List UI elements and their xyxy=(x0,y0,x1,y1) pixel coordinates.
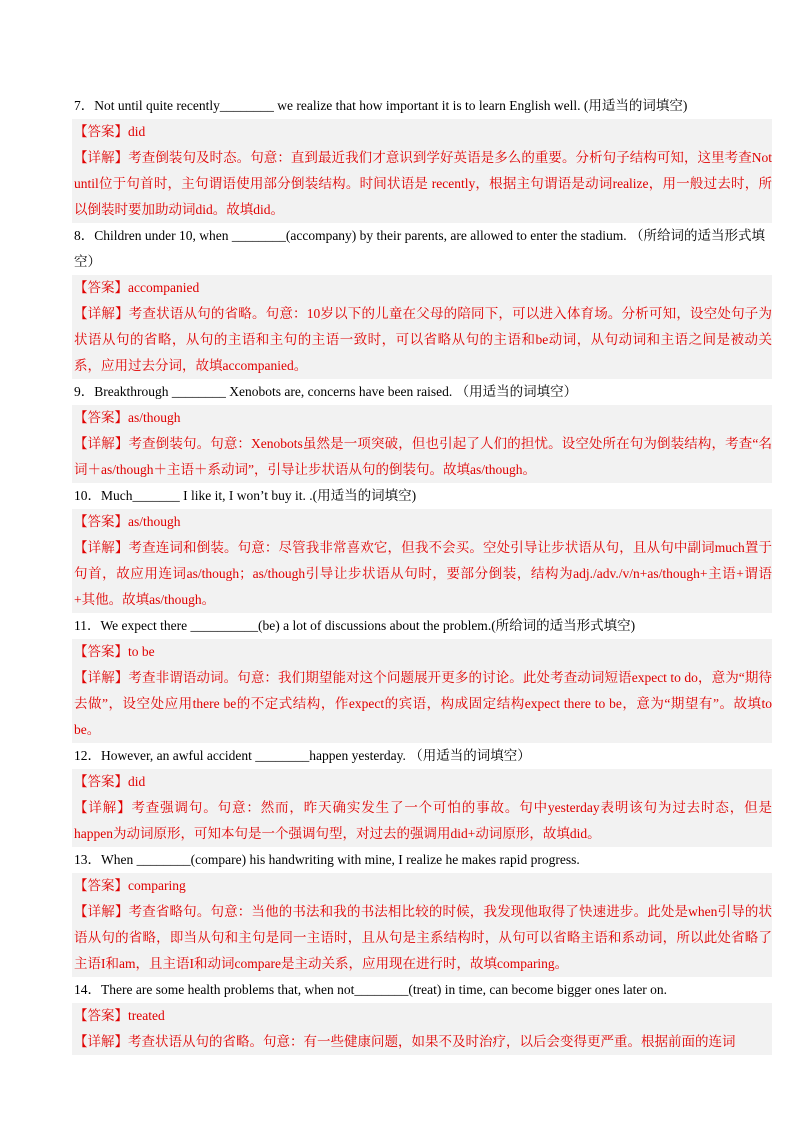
answer-block xyxy=(72,873,772,977)
answer-text: 【答案】as/though xyxy=(74,514,181,529)
answer-text: 【答案】did xyxy=(74,124,146,139)
answer-block xyxy=(72,639,772,743)
exercise-item xyxy=(72,379,772,483)
answer-text: 【答案】accompanied xyxy=(74,280,200,295)
answer-block xyxy=(72,405,772,483)
exercise-item xyxy=(72,93,772,223)
exercise-item xyxy=(72,223,772,379)
exercise-item xyxy=(72,613,772,743)
question-text: 9．Breakthrough ________ Xenobots are, concerns have been raised. （用适当的词填空） xyxy=(74,384,578,399)
exercise-item xyxy=(72,977,772,1055)
detail-text: 【详解】考查倒装句。句意：Xenobots虽然是一项突破，但也引起了人们的担忧。设空处所在句为倒装结构，考查“名词＋as/though＋主语＋系动词”，引导让步状语从句的倒装句。故填as/though。 xyxy=(74,436,772,477)
detail-text: 【详解】考查省略句。句意：当他的书法和我的书法相比较的时候，我发现他取得了快速进步。此处是when引导的状语从句的省略，即当从句和主句是同一主语时，且从句是主系结构时，从句可以省略主语和系动词，所以此处省略了主语I和am，且主语I和动词compare是主动关系，应用现在进行时，故填comparing。 xyxy=(74,904,772,971)
detail-text: 【详解】考查强调句。句意：然而，昨天确实发生了一个可怕的事故。句中yesterday表明该句为过去时态，但是happen为动词原形，可知本句是一个强调句型，对过去的强调用did+动词原形，故填did。 xyxy=(74,800,772,841)
exercise-list xyxy=(72,93,772,1055)
question-text: 8．Children under 10, when ________(accompany) by their parents, are allowed to enter the stadium. （所给词的适当形式填空） xyxy=(74,228,765,269)
answer-block xyxy=(72,509,772,613)
answer-block xyxy=(72,1003,772,1055)
detail-text: 【详解】考查连词和倒装。句意：尽管我非常喜欢它，但我不会买。空处引导让步状语从句，且从句中副词much置于句首，故应用连词as/though；as/though引导让步状语从句时，要部分倒装，结构为adj./adv./v/n+as/though+主语+谓语+其他。故填as/though。 xyxy=(74,540,772,607)
answer-text: 【答案】comparing xyxy=(74,878,186,893)
answer-text: 【答案】as/though xyxy=(74,410,181,425)
exercise-item xyxy=(72,743,772,847)
question-text: 12．However, an awful accident ________happen yesterday. （用适当的词填空） xyxy=(74,748,531,763)
question-text: 13．When ________(compare) his handwriting with mine, I realize he makes rapid progress. xyxy=(74,852,580,867)
detail-text: 【详解】考查倒装句及时态。句意：直到最近我们才意识到学好英语是多么的重要。分析句子结构可知，这里考查Not until位于句首时，主句谓语使用部分倒装结构。时间状语是 recently，根据主句谓语是动词realize，用一般过去时，所以倒装时要加助动词did。故填did。 xyxy=(74,150,772,217)
answer-text: 【答案】treated xyxy=(74,1008,165,1023)
answer-block xyxy=(72,769,772,847)
detail-text: 【详解】考查非谓语动词。句意：我们期望能对这个问题展开更多的讨论。此处考查动词短语expect to do，意为“期待去做”，设空处应用there be的不定式结构，作expect的宾语，构成固定结构expect there to be，意为“期望有”。故填to be。 xyxy=(74,670,772,737)
question-text: 7．Not until quite recently________ we realize that how important it is to learn English well. (用适当的词填空) xyxy=(74,98,688,113)
detail-text: 【详解】考查状语从句的省略。句意：10岁以下的儿童在父母的陪同下，可以进入体育场。分析可知，设空处句子为状语从句的省略，从句的主语和主句的主语一致时，可以省略从句的主语和be动词，从句动词和主语之间是被动关系，应用过去分词，故填accompanied。 xyxy=(74,306,772,373)
answer-text: 【答案】to be xyxy=(74,644,155,659)
exercise-item xyxy=(72,483,772,613)
question-text: 14．There are some health problems that, when not________(treat) in time, can become bigger ones later on. xyxy=(74,982,668,997)
exercise-item xyxy=(72,847,772,977)
question-text: 11．We expect there __________(be) a lot of discussions about the problem.(所给词的适当形式填空) xyxy=(74,618,636,633)
detail-text: 【详解】考查状语从句的省略。句意：有一些健康问题，如果不及时治疗，以后会变得更严重。根据前面的连词 xyxy=(74,1034,736,1049)
question-text: 10．Much_______ I like it, I won’t buy it. .(用适当的词填空) xyxy=(74,488,417,503)
answer-block xyxy=(72,119,772,223)
answer-block xyxy=(72,275,772,379)
answer-text: 【答案】did xyxy=(74,774,146,789)
